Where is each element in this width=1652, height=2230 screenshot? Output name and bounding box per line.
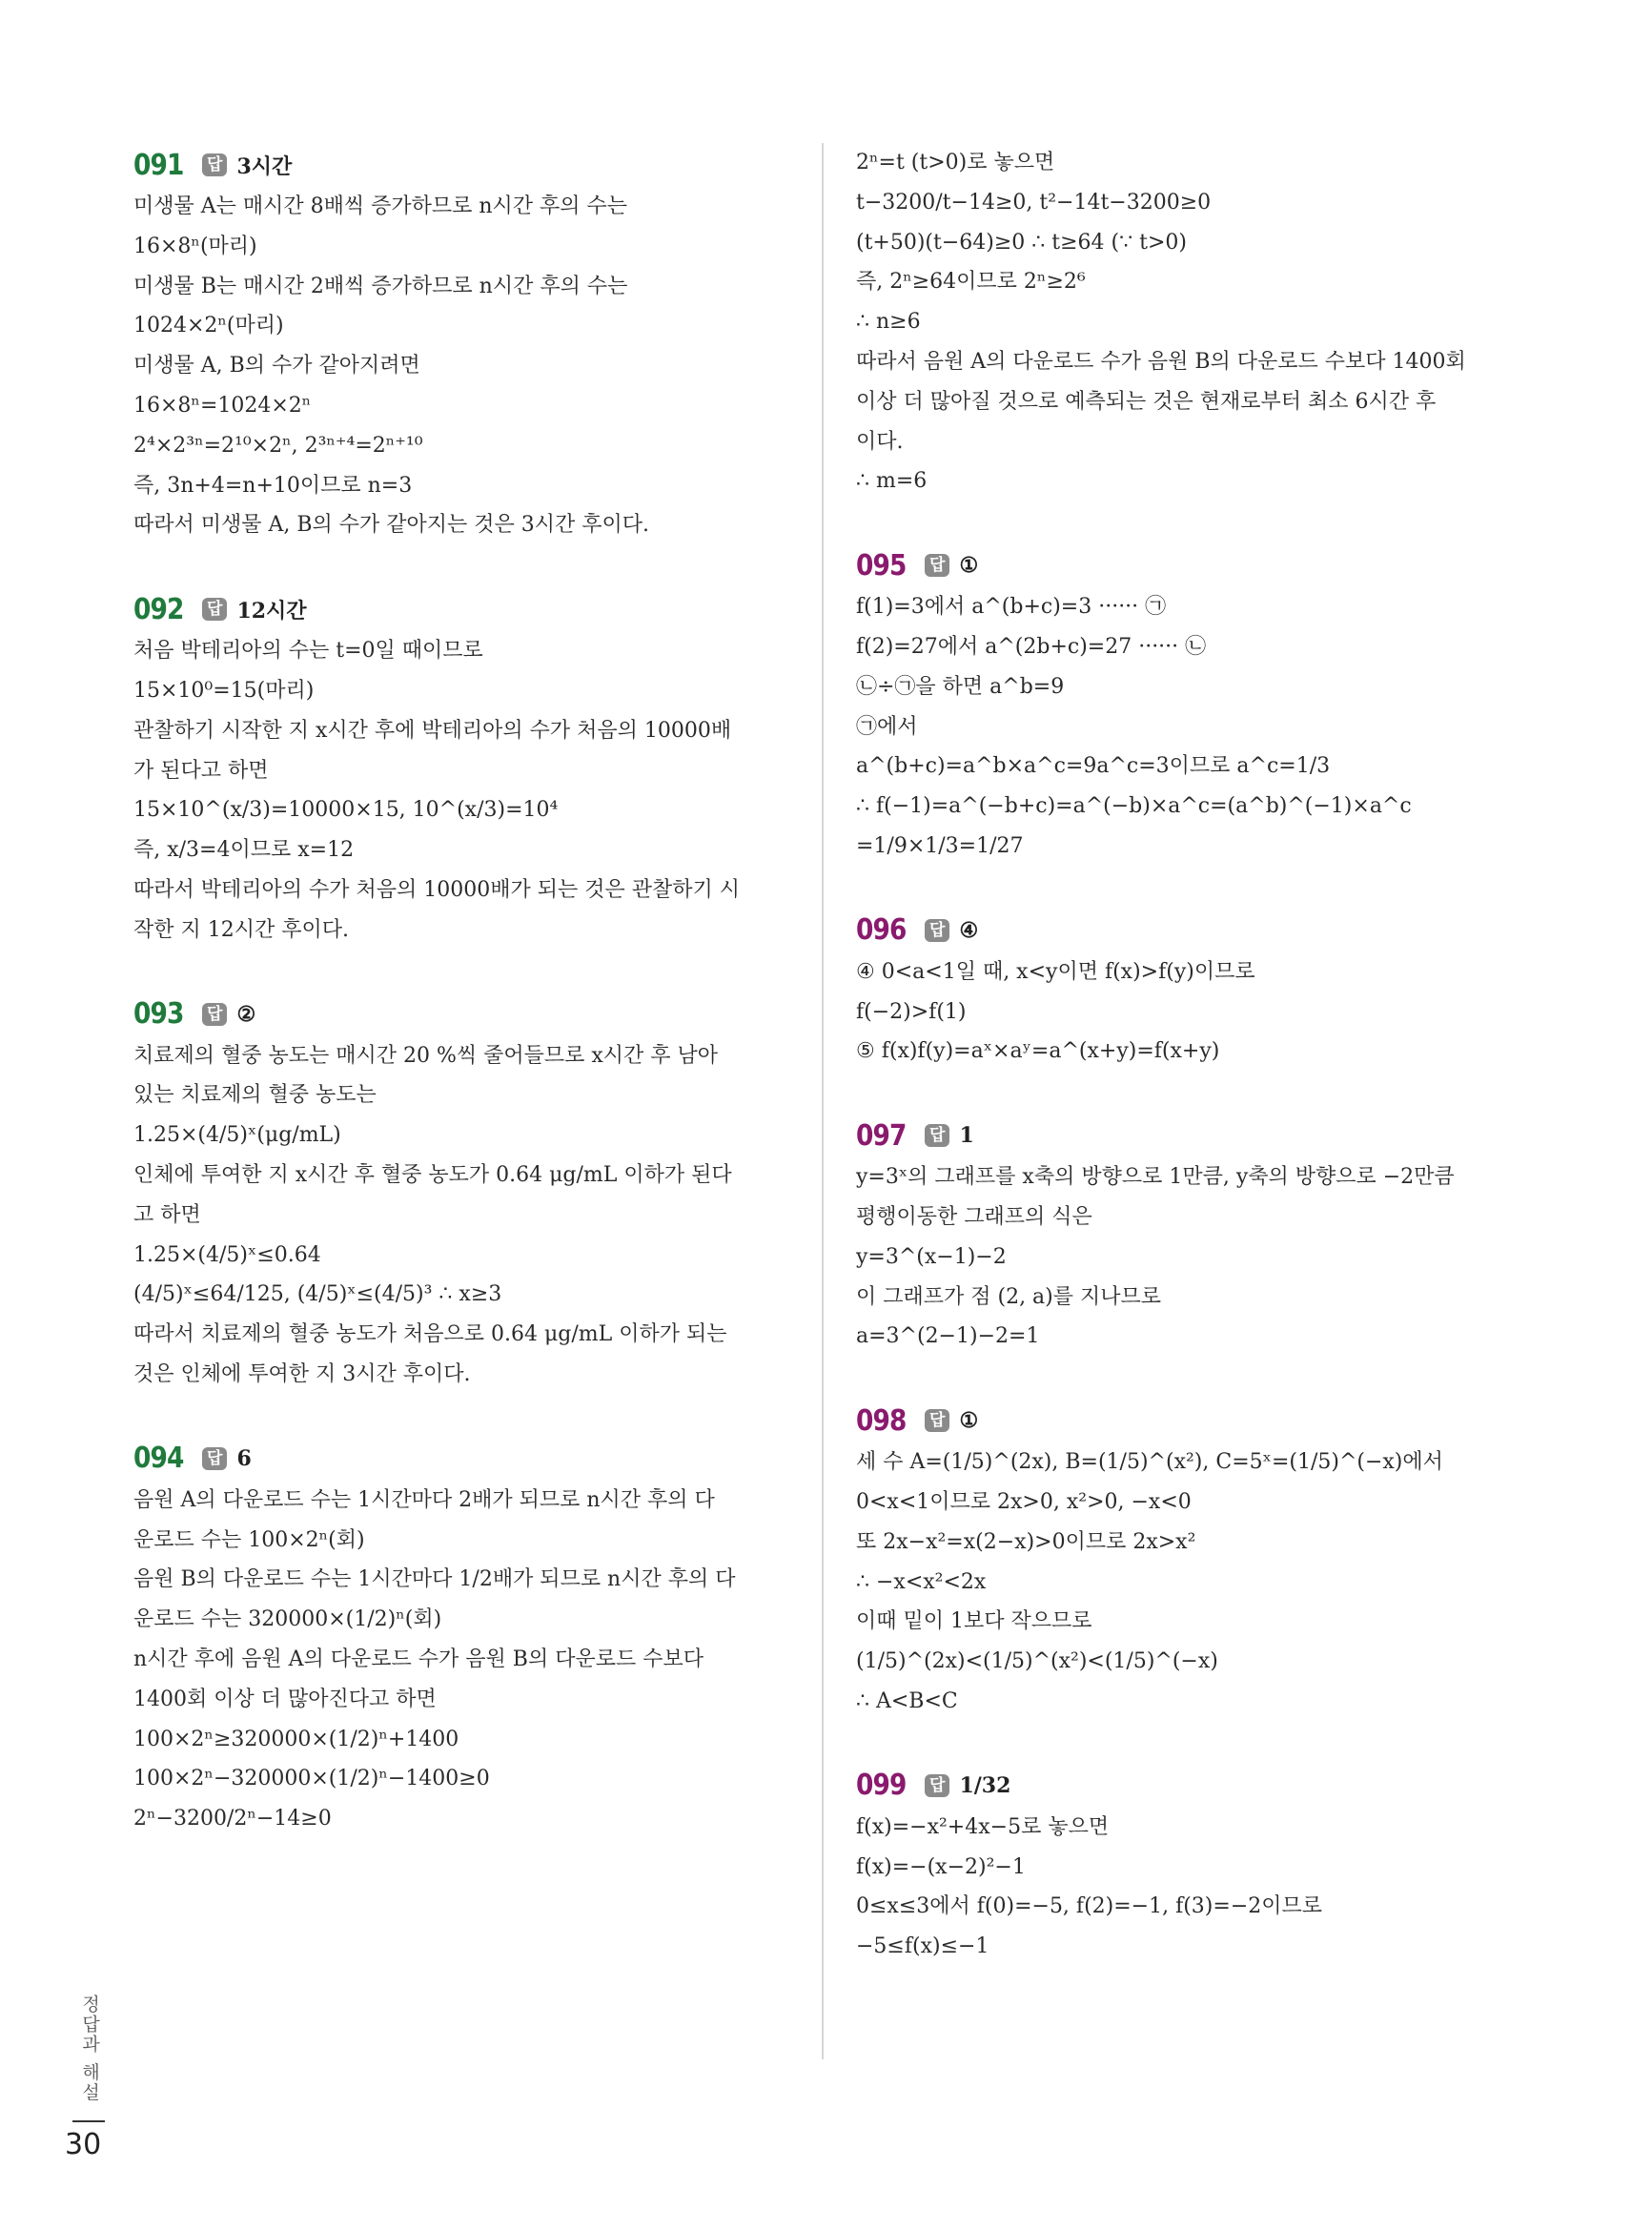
solution-line: (4/5)ˣ≤64/125, (4/5)ˣ≤(4/5)³ ∴ x≥3 [133, 1282, 502, 1307]
solution-line: 따라서 음원 A의 다운로드 수가 음원 B의 다운로드 수보다 1400회 [856, 349, 1466, 374]
answer-tag: 답 [925, 1774, 949, 1797]
right-column [856, 143, 1523, 1967]
solution-line: 음원 A의 다운로드 수는 1시간마다 2배가 되므로 n시간 후의 다 [133, 1487, 715, 1512]
solution-line: 100×2ⁿ≥320000×(1/2)ⁿ+1400 [133, 1727, 459, 1751]
problem-header [133, 143, 796, 187]
solution-line: 0<x<1이므로 2x>0, x²>0, −x<0 [856, 1489, 1192, 1514]
solution-line: 2⁴×2³ⁿ=2¹⁰×2ⁿ, 2³ⁿ⁺⁴=2ⁿ⁺¹⁰ [133, 433, 423, 458]
solution-line: 평행이동한 그래프의 식은 [856, 1204, 1092, 1229]
solution-line: f(1)=3에서 a^(b+c)=3 ······ ㉠ [856, 595, 1167, 620]
solution-line: 작한 지 12시간 후이다. [133, 917, 349, 942]
solution-line: 이다. [856, 429, 904, 454]
problem-number: 098 [856, 1403, 907, 1438]
answer-tag: 답 [925, 554, 949, 577]
problem-block [856, 1764, 1523, 1967]
solution-line: 인체에 투여한 지 x시간 후 혈중 농도가 0.64 μg/mL 이하가 된다 [133, 1162, 732, 1187]
solution-line: 미생물 A는 매시간 8배씩 증가하므로 n시간 후의 수는 [133, 194, 628, 218]
solution-line: 있는 치료제의 혈중 농도는 [133, 1083, 377, 1108]
answer-value: 3시간 [236, 153, 293, 179]
problem-block [856, 1114, 1523, 1357]
problem-header [856, 1114, 1523, 1157]
solution-line: 따라서 치료제의 혈중 농도가 처음으로 0.64 μg/mL 이하가 되는 [133, 1322, 727, 1347]
solution-line: f(−2)>f(1) [856, 999, 967, 1024]
solution-line: f(x)=−x²+4x−5로 놓으면 [856, 1814, 1110, 1839]
solution-line: 또 2x−x²=x(2−x)>0이므로 2x>x² [856, 1529, 1196, 1554]
page-number: 30 [65, 2128, 102, 2161]
solution-line: y=3ˣ의 그래프를 x축의 방향으로 1만큼, y축의 방향으로 −2만큼 [856, 1165, 1455, 1190]
problem-block [856, 143, 1523, 501]
problem-number: 094 [133, 1442, 184, 1476]
solution-line: 즉, x/3=4이므로 x=12 [133, 838, 355, 863]
solution-line: 미생물 B는 매시간 2배씩 증가하므로 n시간 후의 수는 [133, 274, 628, 298]
problem-header [856, 543, 1523, 587]
solution-line: ⑤ f(x)f(y)=aˣ×aʸ=a^(x+y)=f(x+y) [856, 1039, 1220, 1064]
problem-number: 099 [856, 1769, 907, 1803]
solution-line: ∴ f(−1)=a^(−b+c)=a^(−b)×a^c=(a^b)^(−1)×a^c [856, 794, 1412, 819]
answer-value: ① [959, 553, 979, 579]
solution-line: y=3^(x−1)−2 [856, 1244, 1007, 1269]
solution-line: 따라서 미생물 A, B의 수가 같아지는 것은 3시간 후이다. [133, 513, 650, 538]
problem-block [133, 1437, 796, 1839]
left-column [133, 143, 796, 1839]
solution-line: ④ 0<a<1일 때, x<y이면 f(x)>f(y)이므로 [856, 959, 1255, 984]
problem-header [133, 1437, 796, 1481]
solution-line: n시간 후에 음원 A의 다운로드 수가 음원 B의 다운로드 수보다 [133, 1647, 704, 1671]
problem-block [856, 909, 1523, 1072]
solution-line: 가 된다고 하면 [133, 758, 269, 783]
solution-line: ㉠에서 [856, 714, 918, 739]
solution-line: 운로드 수는 100×2ⁿ(회) [133, 1527, 365, 1552]
solution-line: 즉, 3n+4=n+10이므로 n=3 [133, 473, 413, 498]
footer-rule [72, 2120, 105, 2122]
problem-number: 095 [856, 548, 907, 583]
solution-line: 따라서 박테리아의 수가 처음의 10000배가 되는 것은 관찰하기 시 [133, 877, 740, 902]
problem-block [133, 992, 796, 1395]
solution-line: 100×2ⁿ−320000×(1/2)ⁿ−1400≥0 [133, 1767, 490, 1791]
answer-tag: 답 [202, 598, 227, 621]
answer-value: ④ [959, 917, 979, 943]
answer-value: ② [236, 1001, 256, 1027]
solution-line: 세 수 A=(1/5)^(2x), B=(1/5)^(x²), C=5ˣ=(1/5)^(−x)에서 [856, 1450, 1443, 1475]
problem-block [133, 587, 796, 950]
problem-number: 093 [133, 997, 184, 1032]
solution-line: 2ⁿ−3200/2ⁿ−14≥0 [133, 1807, 332, 1831]
problem-header [133, 587, 796, 631]
answer-tag: 답 [925, 1409, 949, 1432]
problem-header [856, 909, 1523, 952]
solution-line: (t+50)(t−64)≥0 ∴ t≥64 (∵ t>0) [856, 230, 1187, 255]
solution-line: 2ⁿ=t (t>0)로 놓으면 [856, 151, 1055, 174]
solution-line: =1/9×1/3=1/27 [856, 833, 1024, 858]
answer-value: 12시간 [236, 598, 307, 624]
solution-line: 즉, 2ⁿ≥64이므로 2ⁿ≥2⁶ [856, 270, 1086, 295]
solution-line: 16×8ⁿ=1024×2ⁿ [133, 393, 312, 418]
problem-block [133, 143, 796, 545]
solution-line: 이 그래프가 점 (2, a)를 지나므로 [856, 1284, 1162, 1309]
problem-number: 097 [856, 1118, 907, 1153]
problem-number: 091 [133, 148, 184, 182]
solution-line: ∴ n≥6 [856, 310, 921, 335]
solution-line: 이상 더 많아질 것으로 예측되는 것은 현재로부터 최소 6시간 후 [856, 389, 1437, 414]
solution-line: f(x)=−(x−2)²−1 [856, 1854, 1026, 1879]
solution-line: 이때 밑이 1보다 작으므로 [856, 1609, 1092, 1634]
problem-number: 096 [856, 913, 907, 948]
solution-line: 치료제의 혈중 농도는 매시간 20 %씩 줄어들므로 x시간 후 남아 [133, 1043, 719, 1068]
solution-line: ∴ −x<x²<2x [856, 1569, 987, 1594]
solution-line: a=3^(2−1)−2=1 [856, 1324, 1040, 1349]
solution-line: 1024×2ⁿ(마리) [133, 314, 284, 338]
solution-line: 고 하면 [133, 1202, 201, 1227]
solution-line: 1400회 이상 더 많아진다고 하면 [133, 1687, 437, 1711]
section-label: 정답과 해설 [79, 1995, 100, 2103]
problem-block [856, 543, 1523, 867]
problem-block [856, 1399, 1523, 1722]
solution-line: 16×8ⁿ(마리) [133, 234, 257, 258]
answer-value: 6 [236, 1445, 252, 1471]
column-divider [822, 143, 824, 2059]
solution-line: f(2)=27에서 a^(2b+c)=27 ······ ㉡ [856, 634, 1207, 659]
solution-line: 관찰하기 시작한 지 x시간 후에 박테리아의 수가 처음의 10000배 [133, 718, 732, 743]
solution-line: ㉡÷㉠을 하면 a^b=9 [856, 674, 1065, 699]
solution-line: 미생물 A, B의 수가 같아지려면 [133, 354, 420, 378]
solution-line: ∴ m=6 [856, 469, 928, 494]
solution-line: a^(b+c)=a^b×a^c=9a^c=3이므로 a^c=1/3 [856, 754, 1331, 779]
solution-line: −5≤f(x)≤−1 [856, 1934, 989, 1959]
solution-line: 1.25×(4/5)ˣ≤0.64 [133, 1242, 321, 1267]
answer-value: 1 [959, 1123, 974, 1149]
answer-tag: 답 [202, 153, 227, 176]
problem-header [133, 992, 796, 1036]
answer-tag: 답 [925, 1124, 949, 1147]
solution-line: 1.25×(4/5)ˣ(μg/mL) [133, 1123, 341, 1148]
solution-line: 음원 B의 다운로드 수는 1시간마다 1/2배가 되므로 n시간 후의 다 [133, 1567, 736, 1592]
solution-line: 운로드 수는 320000×(1/2)ⁿ(회) [133, 1607, 442, 1632]
problem-header [856, 1399, 1523, 1442]
answer-tag: 답 [202, 1447, 227, 1470]
solution-line: 0≤x≤3에서 f(0)=−5, f(2)=−1, f(3)=−2이므로 [856, 1894, 1323, 1919]
solution-line: (1/5)^(2x)<(1/5)^(x²)<(1/5)^(−x) [856, 1649, 1218, 1674]
solution-line: 것은 인체에 투여한 지 3시간 후이다. [133, 1361, 471, 1386]
problem-header [856, 1764, 1523, 1808]
solution-line: ∴ A<B<C [856, 1688, 958, 1713]
solution-line: 처음 박테리아의 수는 t=0일 때이므로 [133, 639, 483, 664]
solution-line: 15×10⁰=15(마리) [133, 678, 315, 703]
answer-tag: 답 [202, 1003, 227, 1026]
solution-line: 15×10^(x/3)=10000×15, 10^(x/3)=10⁴ [133, 798, 559, 823]
answer-value: ① [959, 1408, 979, 1434]
answer-value: 1/32 [959, 1772, 1011, 1798]
problem-number: 092 [133, 592, 184, 626]
answer-tag: 답 [925, 919, 949, 942]
solution-line: t−3200/t−14≥0, t²−14t−3200≥0 [856, 190, 1212, 215]
